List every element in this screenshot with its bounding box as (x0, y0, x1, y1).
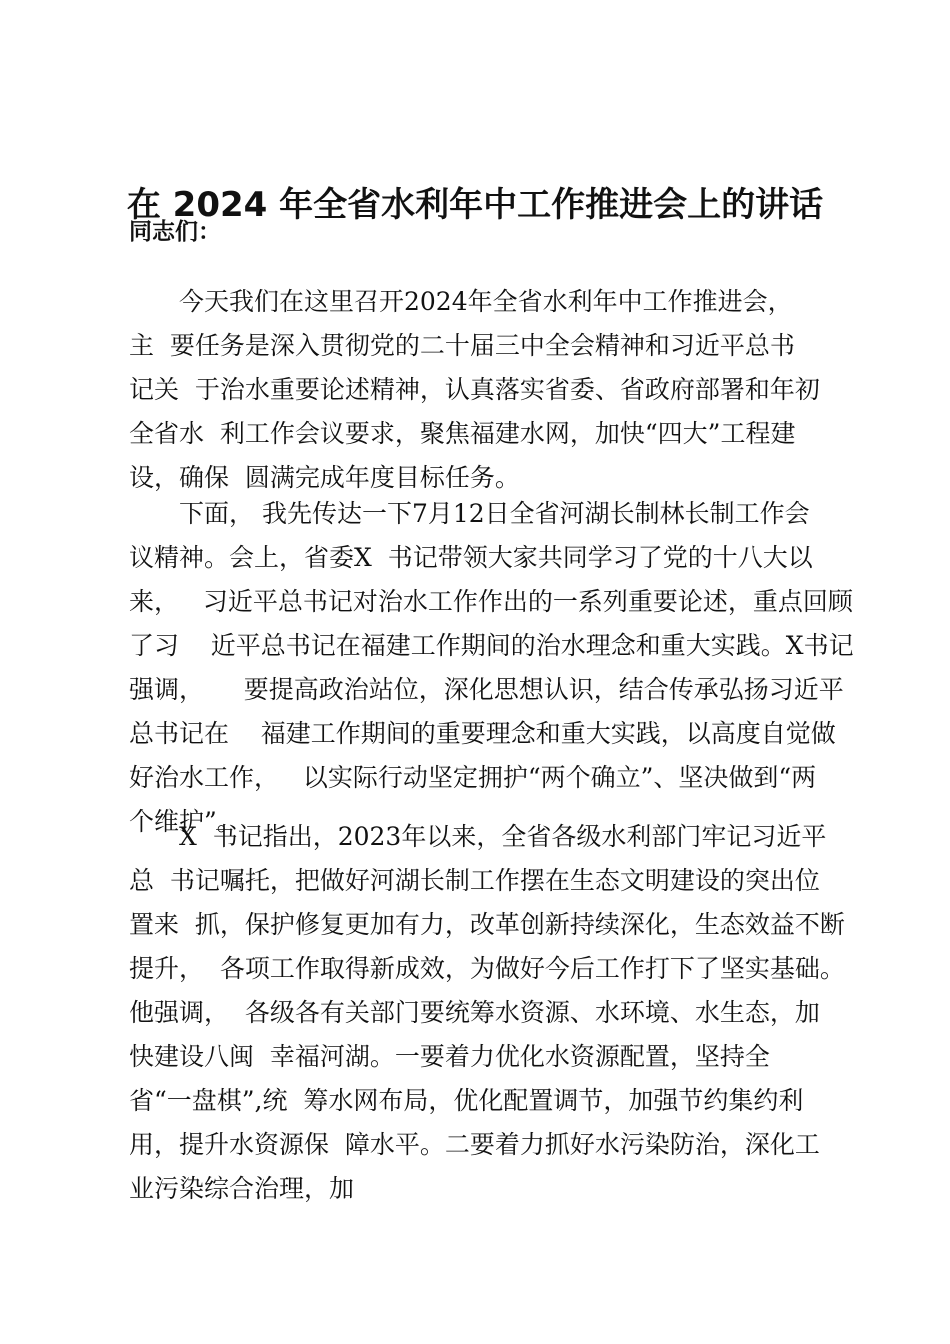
text-line: 全省水 利工作会议要求，聚焦福建水网，加快“四大”工程建 (129, 419, 796, 448)
text-line: 设，确保 圆满完成年度目标任务。 (129, 463, 520, 492)
text-line: 议精神。会上，省委X 书记带领大家共同学习了党的十八大以 (129, 543, 813, 572)
text-line: 个维护”。 (129, 807, 242, 836)
text-line: X 书记指出，2023年以来，全省各级水利部门牢记习近平 (179, 822, 827, 851)
text-line: 业污染综合治理，加 (129, 1174, 355, 1203)
text-line: 总 书记嘱托，把做好河湖长制工作摆在生态文明建设的突出位 (129, 866, 820, 895)
text-line: 主 要任务是深入贯彻党的二十届三中全会精神和习近平总书 (129, 331, 795, 360)
text-line: 总书记在 福建工作期间的重要理念和重大实践，以高度自觉做 (129, 719, 836, 748)
text-line: 用，提升水资源保 障水平。二要着力抓好水污染防治，深化工 (129, 1130, 820, 1159)
text-line: 提升， 各项工作取得新成效，为做好今后工作打下了坚实基础。 (129, 954, 845, 983)
text-line: 记关 于治水重要论述精神，认真落实省委、省政府部署和年初 (129, 375, 820, 404)
salutation: 同志们： (129, 219, 221, 245)
text-line: 了习 近平总书记在福建工作期间的治水理念和重大实践。X书记 (129, 631, 854, 660)
paragraph-3 (129, 815, 851, 1211)
document-title: 在 2024 年全省水利年中工作推进会上的讲话 (126, 185, 824, 225)
text-line: 今天我们在这里召开2024年全省水利年中工作推进会， (179, 287, 793, 316)
text-line: 省“一盘棋”,统 筹水网布局，优化配置调节，加强节约集约利 (129, 1086, 804, 1115)
text-line: 强调， 要提高政治站位，深化思想认识，结合传承弘扬习近平 (129, 675, 844, 704)
text-line: 好治水工作， 以实际行动坚定拥护“两个确立”、坚决做到“两 (129, 763, 817, 792)
text-line: 快建设八闽 幸福河湖。一要着力优化水资源配置，坚持全 (129, 1042, 770, 1071)
paragraph-1 (129, 280, 851, 500)
text-line: 下面， 我先传达一下7月12日全省河湖长制林长制工作会 (179, 499, 810, 528)
text-line: 来， 习近平总书记对治水工作作出的一系列重要论述，重点回顾 (129, 587, 853, 616)
text-line: 他强调， 各级各有关部门要统筹水资源、水环境、水生态，加 (129, 998, 820, 1027)
paragraph-2 (129, 492, 854, 844)
text-line: 置来 抓，保护修复更加有力，改革创新持续深化，生态效益不断 (129, 910, 845, 939)
